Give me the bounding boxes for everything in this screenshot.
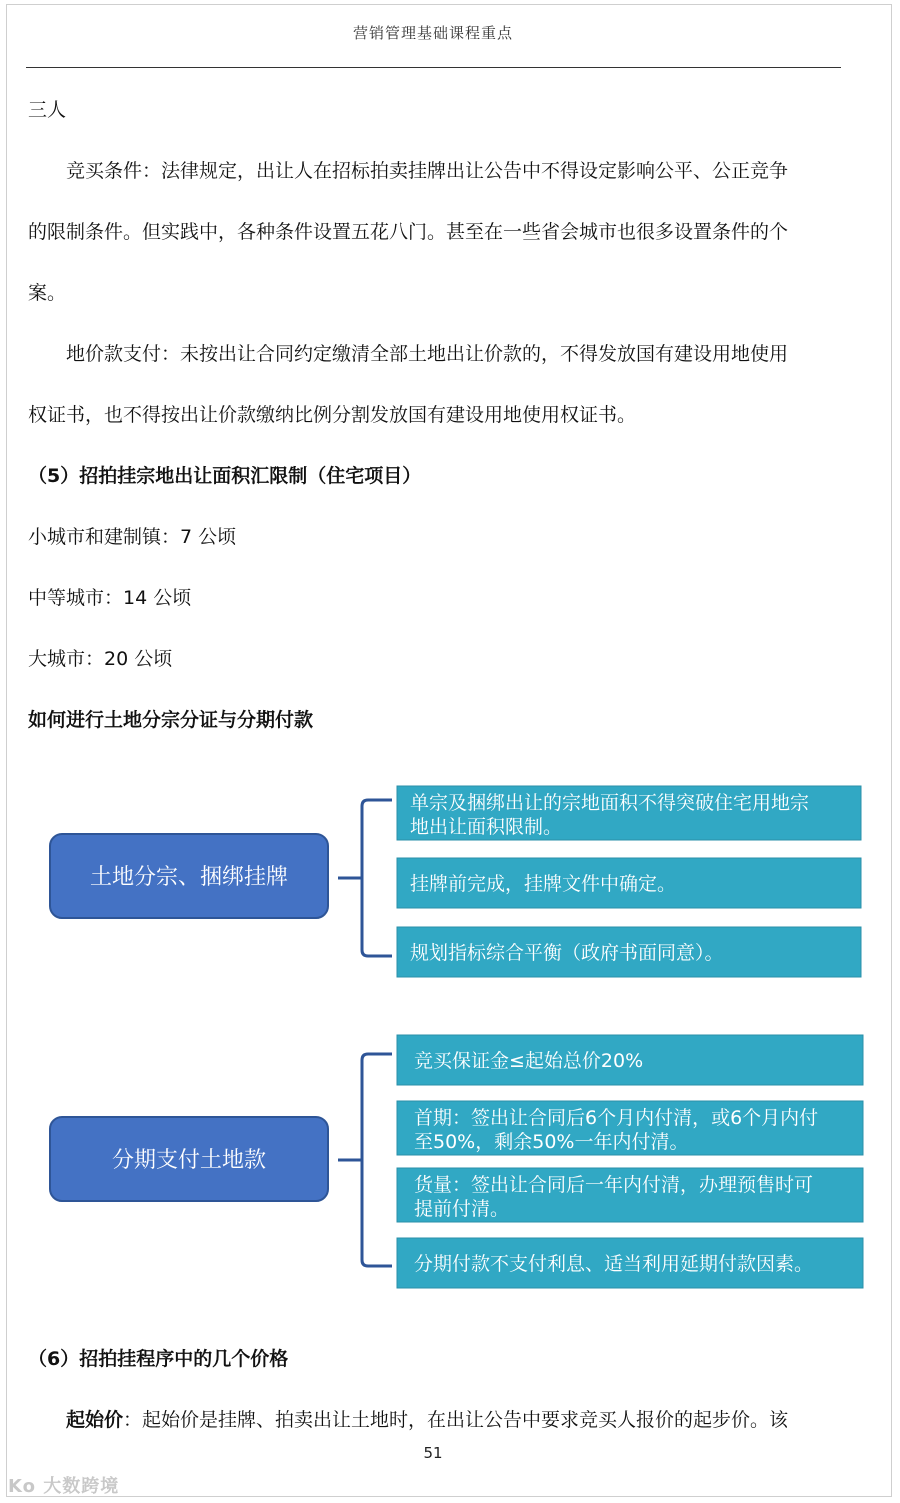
group2-item-2-line-2: 至50%，剩余50%一年内付清。 [414, 1131, 689, 1153]
group1-item-3: 规划指标综合平衡（政府书面同意）。 [410, 942, 724, 964]
header-divider [26, 67, 841, 68]
text-line: 权证书，也不得按出让价款缴纳比例分割发放国有建设用地使用权证书。 [28, 404, 637, 426]
text-line: 案。 [28, 282, 67, 304]
diagram-heading: 如何进行土地分宗分证与分期付款 [28, 709, 314, 731]
group2-item-2-line-1: 首期：签出让合同后6个月内付清，或6个月内付 [414, 1107, 819, 1129]
group2-item-3-line-2: 提前付清。 [414, 1198, 510, 1220]
group1-item-2: 挂牌前完成，挂牌文件中确定。 [410, 873, 677, 895]
group2-item-1: 竞买保证金≤起始总价20% [414, 1050, 644, 1072]
land-split-payment-diagram [0, 770, 900, 1310]
group2 [50, 1035, 863, 1288]
section6-term: 起始价 [66, 1409, 124, 1431]
text-line: 地价款支付：未按出让合同约定缴清全部土地出让价款的，不得发放国有建设用地使用 [66, 343, 789, 365]
text-line: 大城市：20 公顷 [28, 648, 173, 670]
group1-item-1-line-1: 单宗及捆绑出让的宗地面积不得突破住宅用地宗 [410, 792, 810, 814]
text-line: 三人 [28, 99, 67, 121]
text-line: 中等城市：14 公顷 [28, 587, 192, 609]
watermark-logo: Ko 大数跨境 [8, 1476, 120, 1497]
section-heading-5: （5）招拍挂宗地出让面积汇限制（住宅项目） [28, 465, 422, 487]
group1-title: 土地分宗、捆绑挂牌 [89, 865, 289, 890]
page-number: 51 [423, 1444, 443, 1462]
section6-text: ：起始价是挂牌、拍卖出让土地时，在出让公告中要求竞买人报价的起步价。该 [123, 1409, 789, 1431]
group2-bracket [338, 1054, 392, 1266]
text-line: 小城市和建制镇：7 公顷 [28, 526, 237, 548]
text-line: 竞买条件：法律规定，出让人在招标拍卖挂牌出让公告中不得设定影响公平、公正竞争 [66, 160, 789, 182]
group1 [50, 786, 861, 977]
group1-bracket [338, 800, 392, 956]
page-header-title: 营销管理基础课程重点 [352, 24, 513, 42]
section-heading-6: （6）招拍挂程序中的几个价格 [28, 1348, 289, 1370]
section6-paragraph [66, 1407, 842, 1433]
group2-item-4: 分期付款不支付利息、适当利用延期付款因素。 [414, 1253, 814, 1275]
group1-item-1-line-2: 地出让面积限制。 [410, 816, 563, 838]
group2-title: 分期支付土地款 [111, 1148, 267, 1173]
text-line: 的限制条件。但实践中，各种条件设置五花八门。甚至在一些省会城市也很多设置条件的个 [28, 221, 789, 243]
group2-item-3-line-1: 货量：签出让合同后一年内付清，办理预售时可 [414, 1174, 814, 1196]
